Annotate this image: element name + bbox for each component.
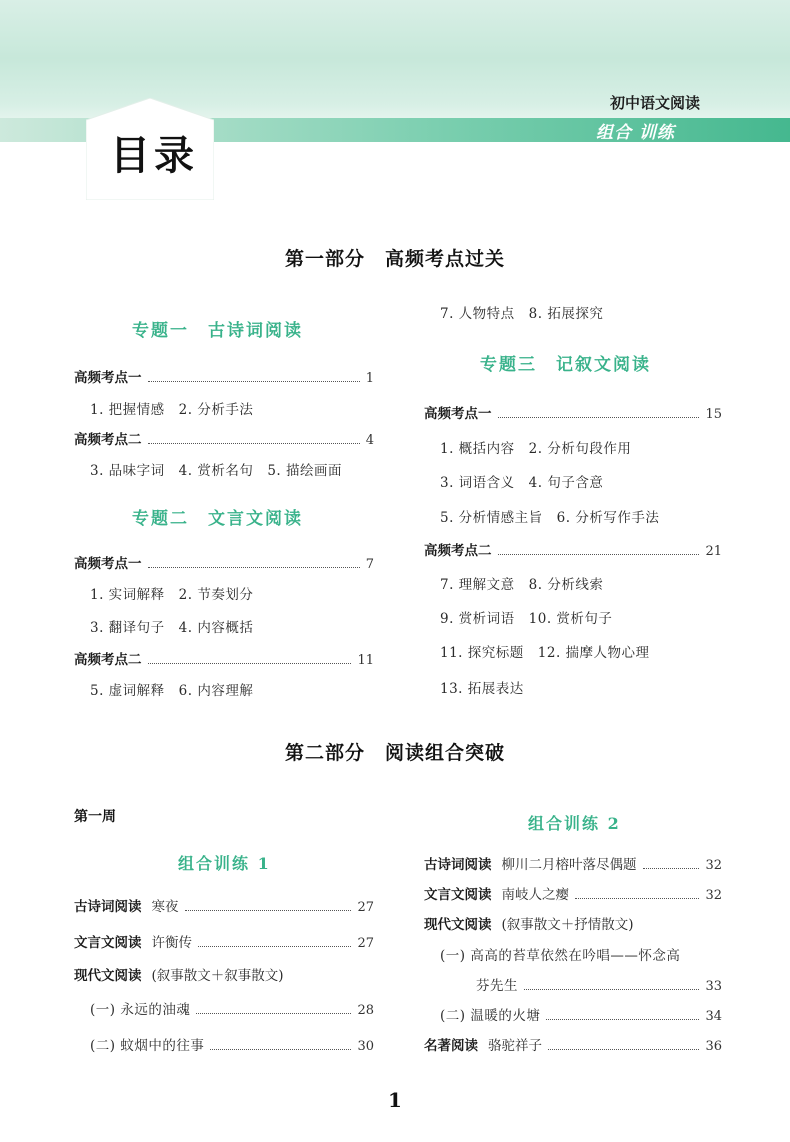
entry-title: (二) 温暖的火塘 [440,1008,541,1024]
leader-dots [148,567,360,568]
toc-entry[interactable] [74,648,374,668]
entry-items: 1. 实词解释 2. 节奏划分 [90,587,254,603]
leader-dots [148,663,352,664]
entry-title: (二) 蚊烟中的往事 [90,1038,205,1054]
leader-dots [548,1049,699,1050]
entry-title: 骆驼祥子 [488,1038,542,1054]
entry-items: 1. 概括内容 2. 分析句段作用 [440,441,632,457]
toc-entry[interactable] [74,428,374,448]
leader-dots [498,417,700,418]
page-ref: 34 [705,1009,722,1024]
page-ref: 11 [357,653,374,668]
entry-items: 11. 探究标题 12. 揣摩人物心理 [440,645,650,661]
page-ref: 32 [705,888,722,903]
header [0,0,790,200]
toc-entry[interactable] [424,913,722,933]
entry-items: 3. 翻译句子 4. 内容概括 [90,620,254,636]
page-ref: 1 [365,371,374,386]
page-ref: 30 [357,1039,374,1054]
toc-entry[interactable] [74,366,374,386]
toc-entry[interactable] [90,1034,374,1054]
leader-dots [546,1019,699,1020]
entry-items: 3. 词语含义 4. 句子含意 [440,475,604,491]
entry-items: 3. 品味字词 4. 赏析名句 5. 描绘画面 [90,463,343,479]
leader-dots [185,910,352,911]
brand-logo: 组合 训练 [596,123,675,143]
page-ref: 36 [705,1039,722,1054]
leader-dots [524,989,699,990]
part1-title: 第一部分 高频考点过关 [284,248,505,270]
page-ref: 7 [365,557,374,572]
entry-label: 文言文阅读 [74,935,142,951]
toc-entry[interactable] [424,539,722,559]
set1-heading: 组合训练 1 [178,854,271,873]
series-title: 初中语文阅读 [610,94,701,112]
toc-entry[interactable] [424,883,722,903]
entry-title: (叙事散文＋抒情散文) [501,917,634,933]
page-ref: 33 [705,979,722,994]
page-ref: 21 [705,544,722,559]
entry-items: 1. 把握情感 2. 分析手法 [90,402,254,418]
entry-label: 现代文阅读 [424,917,492,933]
page-number: 1 [388,1088,402,1112]
entry-label: 高频考点二 [74,432,142,448]
leader-dots [196,1013,351,1014]
entry-title: 柳川二月榕叶落尽偶题 [501,857,637,873]
leader-dots [148,381,360,382]
entry-title: 芬先生 [476,978,518,994]
entry-items: 5. 虚词解释 6. 内容理解 [90,683,254,699]
entry-items: 9. 赏析词语 10. 赏析句子 [440,611,613,627]
toc-entry[interactable] [440,1004,722,1024]
toc-entry[interactable] [74,964,374,984]
page-ref: 15 [705,407,722,422]
entry-title: 寒夜 [151,899,179,915]
leader-dots [210,1049,351,1050]
entry-title: 许衡传 [151,935,192,951]
entry-items: 7. 理解文意 8. 分析线索 [440,577,604,593]
leader-dots [498,554,700,555]
entry-items: 5. 分析情感主旨 6. 分析写作手法 [440,510,660,526]
topic3-heading: 专题三 记叙文阅读 [480,355,651,375]
entry-title: (一) 高高的苔草依然在吟唱——怀念高 [440,948,681,964]
entry-label: 高频考点二 [74,652,142,668]
week-label: 第一周 [74,809,116,825]
entry-label: 古诗词阅读 [424,857,492,873]
entry-title: 南岐人之瘿 [501,887,569,903]
page-ref: 4 [365,433,374,448]
page-ref: 28 [357,1003,374,1018]
toc-entry[interactable] [476,974,722,994]
topic2-heading: 专题二 文言文阅读 [132,509,303,529]
toc-entry[interactable] [74,895,374,915]
entry-items: 13. 拓展表达 [440,681,524,697]
entry-items: 7. 人物特点 8. 拓展探究 [440,306,604,322]
toc-entry[interactable] [90,998,374,1018]
page-ref: 32 [705,858,722,873]
toc-entry[interactable] [424,1034,722,1054]
page-ref: 27 [357,900,374,915]
topic1-heading: 专题一 古诗词阅读 [132,321,303,341]
leader-dots [148,443,360,444]
entry-label: 名著阅读 [424,1038,478,1054]
toc-title: 目录 [110,133,198,179]
entry-title: (叙事散文＋叙事散文) [151,968,284,984]
entry-label: 高频考点一 [74,370,142,386]
leader-dots [575,898,699,899]
part2-title: 第二部分 阅读组合突破 [284,742,505,764]
toc-entry[interactable] [424,402,722,422]
leader-dots [198,946,351,947]
set2-heading: 组合训练 2 [528,814,621,833]
entry-label: 古诗词阅读 [74,899,142,915]
toc-entry[interactable] [74,552,374,572]
entry-label: 高频考点一 [424,406,492,422]
leader-dots [643,868,700,869]
entry-label: 现代文阅读 [74,968,142,984]
entry-label: 高频考点二 [424,543,492,559]
entry-title: (一) 永远的油魂 [90,1002,191,1018]
page-ref: 27 [357,936,374,951]
entry-label: 高频考点一 [74,556,142,572]
entry-label: 文言文阅读 [424,887,492,903]
toc-entry[interactable] [74,931,374,951]
toc-entry[interactable] [424,853,722,873]
